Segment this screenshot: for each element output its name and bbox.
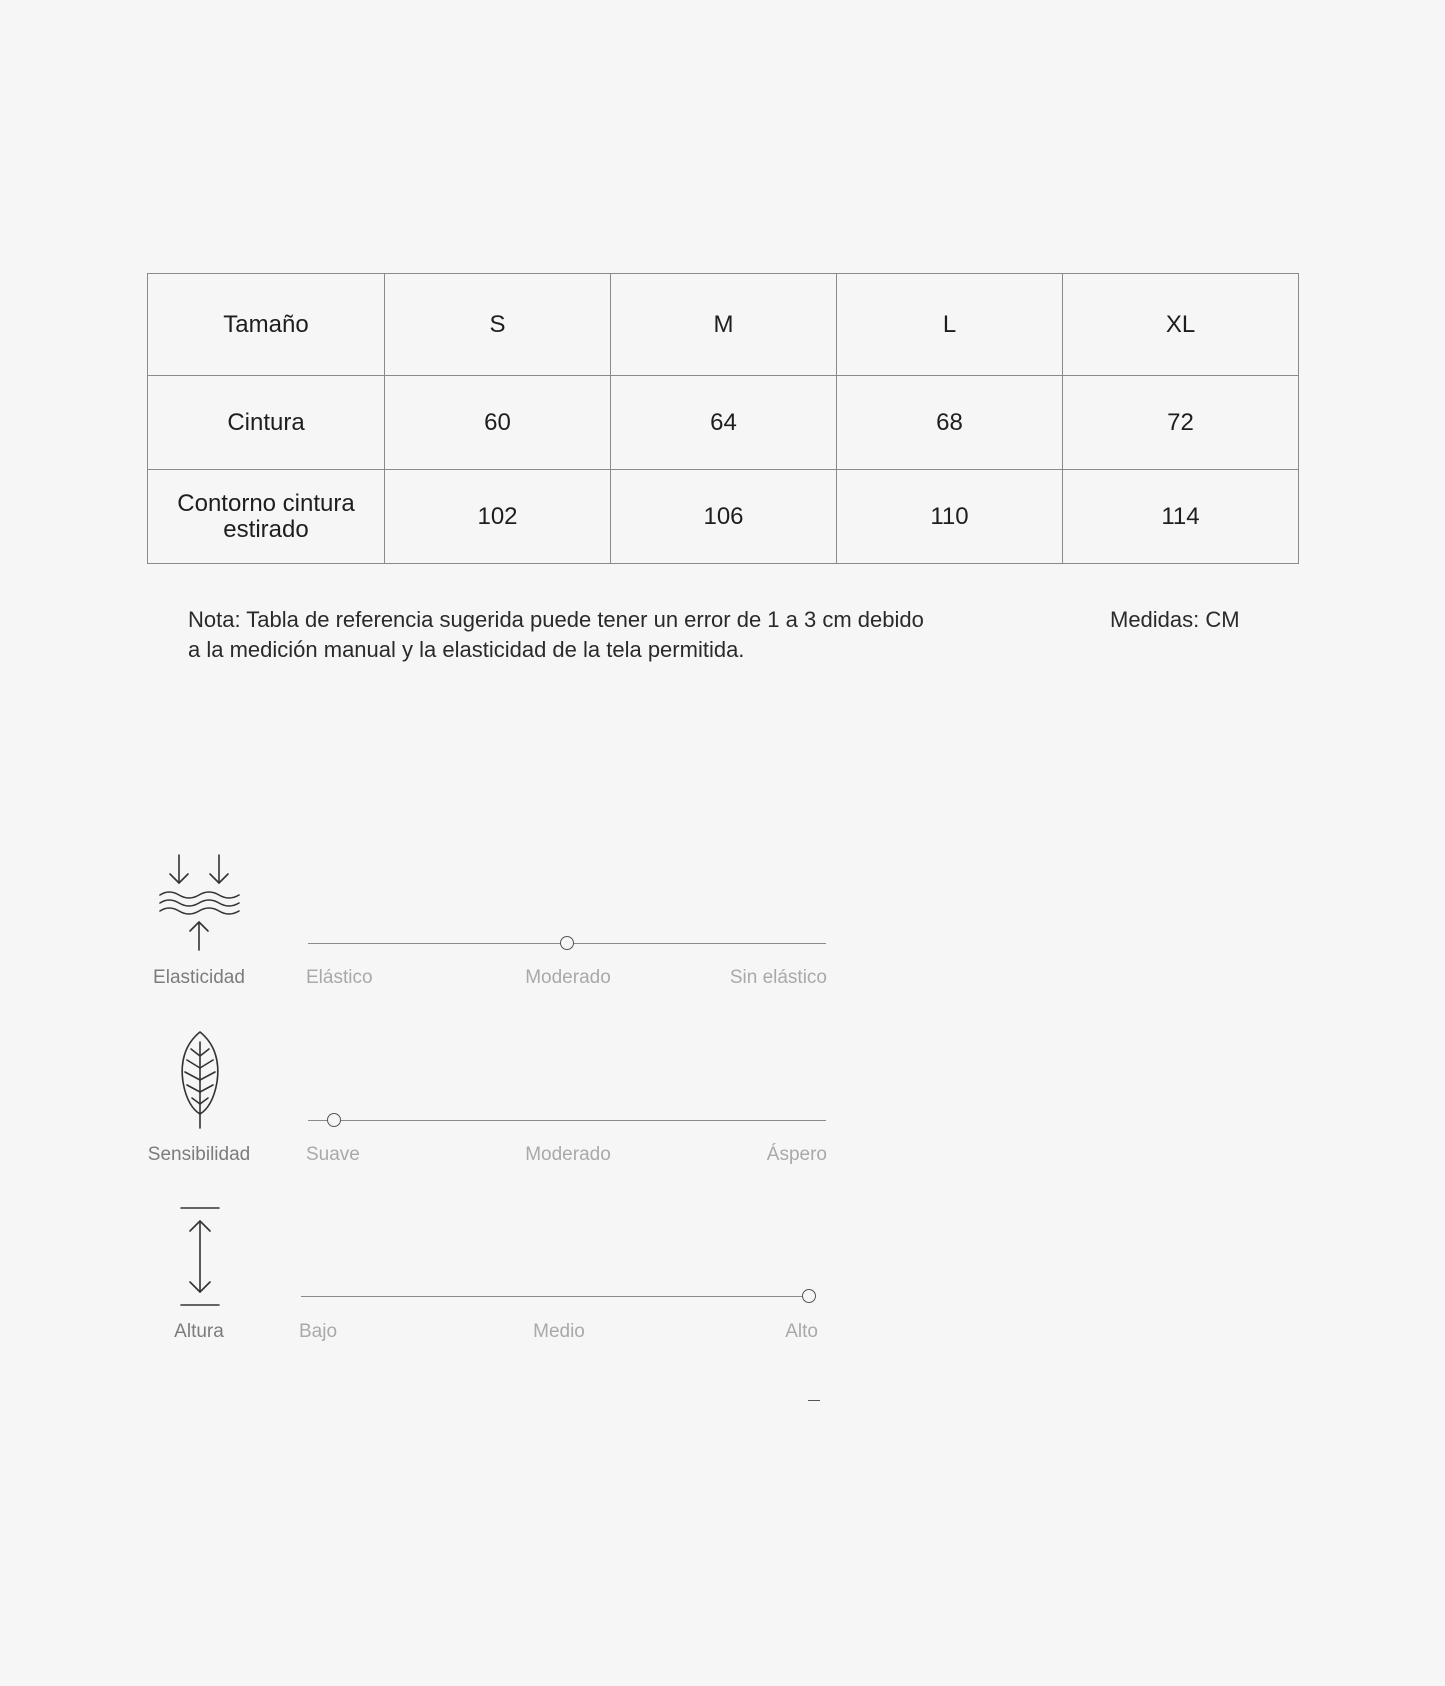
elasticity-arrows-waves-icon xyxy=(155,850,245,955)
note-line-1: Nota: Tabla de referencia sugerida puede tener un error de 1 a 3 cm debido xyxy=(188,607,924,632)
scale-label-low: Elástico xyxy=(306,967,373,988)
scale-knob xyxy=(560,936,574,950)
scale-label-mid: Moderado xyxy=(525,967,611,988)
scale-label-high: Alto xyxy=(785,1321,818,1342)
scale-label-mid: Moderado xyxy=(525,1144,611,1165)
scale-track xyxy=(308,1120,826,1121)
divider-dash xyxy=(808,1400,820,1401)
attribute-name-sensitivity: Sensibilidad xyxy=(147,1144,251,1165)
height-double-arrow-icon xyxy=(178,1205,222,1308)
value-cell: 110 xyxy=(837,470,1063,564)
row-label-waist xyxy=(148,376,385,470)
scale-track xyxy=(301,1296,809,1297)
measurement-note xyxy=(188,605,948,665)
scale-knob xyxy=(327,1113,341,1127)
header-cell-l: L xyxy=(837,274,1063,376)
table-row-waist xyxy=(148,376,1299,470)
size-table-header-row xyxy=(148,274,1299,376)
units-label: Medidas: CM xyxy=(1110,607,1240,632)
table-row-stretched-waist xyxy=(148,470,1299,564)
row-label-line: Contorno cintura xyxy=(177,489,355,517)
value-cell: 102 xyxy=(385,470,611,564)
value-cell: 106 xyxy=(611,470,837,564)
header-cell-xl: XL xyxy=(1063,274,1299,376)
row-label-line: estirado xyxy=(223,515,309,543)
note-line-2: a la medición manual y la elasticidad de la tela permitida. xyxy=(188,637,745,662)
feather-icon xyxy=(175,1030,225,1130)
scale-label-high: Áspero xyxy=(766,1144,827,1165)
scale-label-low: Suave xyxy=(306,1144,360,1165)
header-cell-s: S xyxy=(385,274,611,376)
scale-label-high: Sin elástico xyxy=(729,967,827,988)
row-label-line: Cintura xyxy=(227,408,305,436)
value-cell: 72 xyxy=(1063,376,1299,470)
size-table xyxy=(147,273,1299,564)
scale-knob xyxy=(802,1289,816,1303)
value-cell: 114 xyxy=(1063,470,1299,564)
scale-label-low: Bajo xyxy=(299,1321,338,1342)
value-cell: 64 xyxy=(611,376,837,470)
header-cell-m: M xyxy=(611,274,837,376)
attribute-name-elasticity: Elasticidad xyxy=(153,967,245,988)
row-label-stretched-waist xyxy=(148,470,385,564)
scale-label-mid: Medio xyxy=(533,1321,585,1342)
value-cell: 60 xyxy=(385,376,611,470)
header-cell-size: Tamaño xyxy=(148,274,385,376)
attribute-name-height: Altura xyxy=(174,1321,224,1342)
value-cell: 68 xyxy=(837,376,1063,470)
